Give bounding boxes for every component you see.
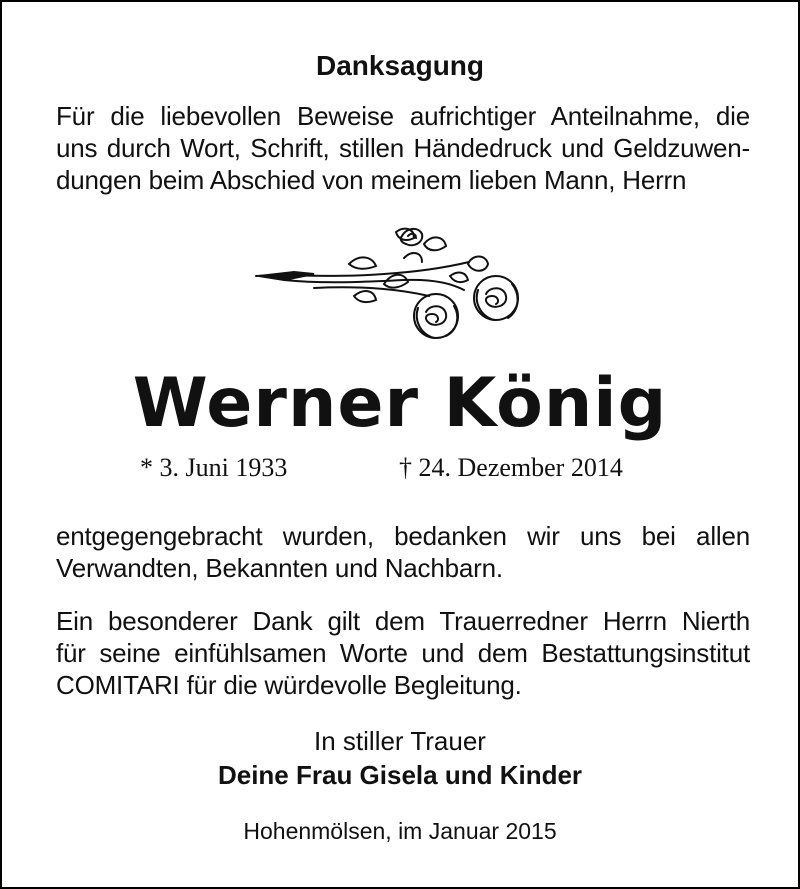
- special-thanks-line: COMITARI für die würdevolle Begleitung.: [56, 670, 522, 700]
- special-thanks-paragraph: [56, 605, 750, 701]
- death-date: † 24. Dezember 2014: [399, 453, 623, 482]
- intro-line: Für die liebevollen Beweise aufrichtiger Anteilnahme, die: [56, 101, 750, 131]
- thanks-line: entgegengebracht wurden, bedanken wir uns bei allen: [56, 521, 750, 551]
- special-thanks-line: Ein besonderer Dank gilt dem Trauerredner Herrn Nierth: [56, 606, 750, 636]
- mourning-line: In stiller Trauer: [314, 726, 486, 756]
- intro-paragraph: [56, 100, 750, 196]
- special-thanks-line: für seine einfühlsamen Worte und dem Bestattungsinstitut: [56, 638, 750, 668]
- thanks-line: Verwandten, Bekannten und Nachbarn.: [56, 553, 503, 583]
- birth-date: * 3. Juni 1933: [140, 453, 288, 482]
- family-signature: Deine Frau Gisela und Kinder: [217, 760, 583, 790]
- roses-icon: [254, 224, 526, 342]
- intro-line: uns durch Wort, Schrift, stillen Händedruck und Geldzuwen-: [56, 133, 750, 163]
- intro-line: dungen beim Abschied von meinem lieben Mann, Herrn: [56, 165, 687, 195]
- place-and-date: Hohenmölsen, im Januar 2015: [243, 818, 557, 844]
- deceased-name: Werner König: [132, 364, 668, 443]
- notice-title: Danksagung: [315, 50, 485, 81]
- life-dates: [2, 450, 798, 486]
- thanks-paragraph: [56, 520, 750, 584]
